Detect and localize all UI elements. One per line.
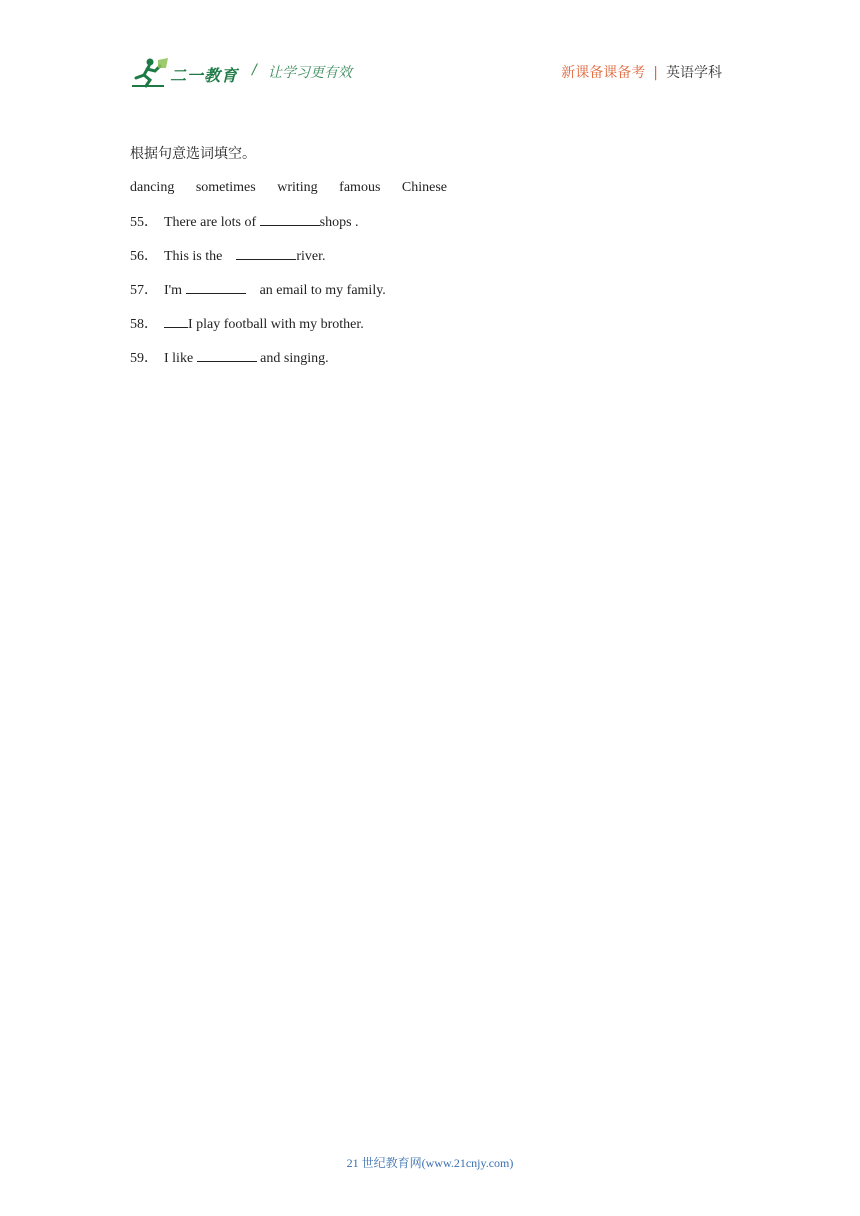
exam-label: 新课备课备考: [561, 65, 646, 81]
question-59: [130, 349, 465, 383]
word-bank-item: Chinese: [401, 180, 447, 195]
exercise-content: [130, 145, 465, 383]
slogan: 让学习更有效: [268, 65, 352, 81]
question-58: [130, 315, 465, 349]
word-bank: [130, 179, 465, 213]
question-number: 55．: [130, 215, 158, 230]
question-57: [130, 281, 465, 315]
question-number: 57．: [130, 283, 158, 298]
answer-blank[interactable]: [164, 315, 188, 328]
answer-blank[interactable]: [197, 349, 257, 362]
header-separator: |: [653, 65, 658, 81]
question-text-after: shops .: [319, 215, 359, 230]
logo-text: 二一教育: [170, 66, 239, 85]
subject-label: 英语学科: [666, 65, 722, 81]
word-bank-item: dancing: [130, 180, 175, 195]
word-bank-item: writing: [277, 180, 318, 195]
question-text-before: I like: [164, 351, 197, 366]
answer-blank[interactable]: [236, 247, 296, 260]
question-text-before: This is the: [164, 249, 226, 264]
answer-blank[interactable]: [186, 281, 246, 294]
question-number: 58．: [130, 317, 158, 332]
question-text-after: an email to my family.: [256, 283, 386, 298]
word-bank-item: famous: [339, 180, 381, 195]
answer-blank[interactable]: [260, 213, 320, 226]
page-footer: 21 世纪教育网(www.21cnjy.com): [346, 1156, 514, 1170]
question-56: [130, 247, 465, 281]
logo: [130, 56, 238, 90]
question-number: 56．: [130, 249, 158, 264]
question-text-before: I'm: [164, 283, 186, 298]
question-text-after: river.: [296, 249, 326, 264]
slogan-separator: /: [252, 62, 257, 78]
page-header: [130, 56, 730, 92]
question-number: 59．: [130, 351, 158, 366]
question-text-after: I play football with my brother.: [188, 317, 364, 332]
question-text-before: There are lots of: [164, 215, 260, 230]
question-55: [130, 213, 465, 247]
word-bank-item: sometimes: [195, 180, 256, 195]
header-right: [561, 62, 722, 82]
instruction: 根据句意选词填空。: [130, 146, 256, 162]
question-text-after: and singing.: [260, 351, 329, 366]
runner-logo-icon: [130, 56, 174, 90]
